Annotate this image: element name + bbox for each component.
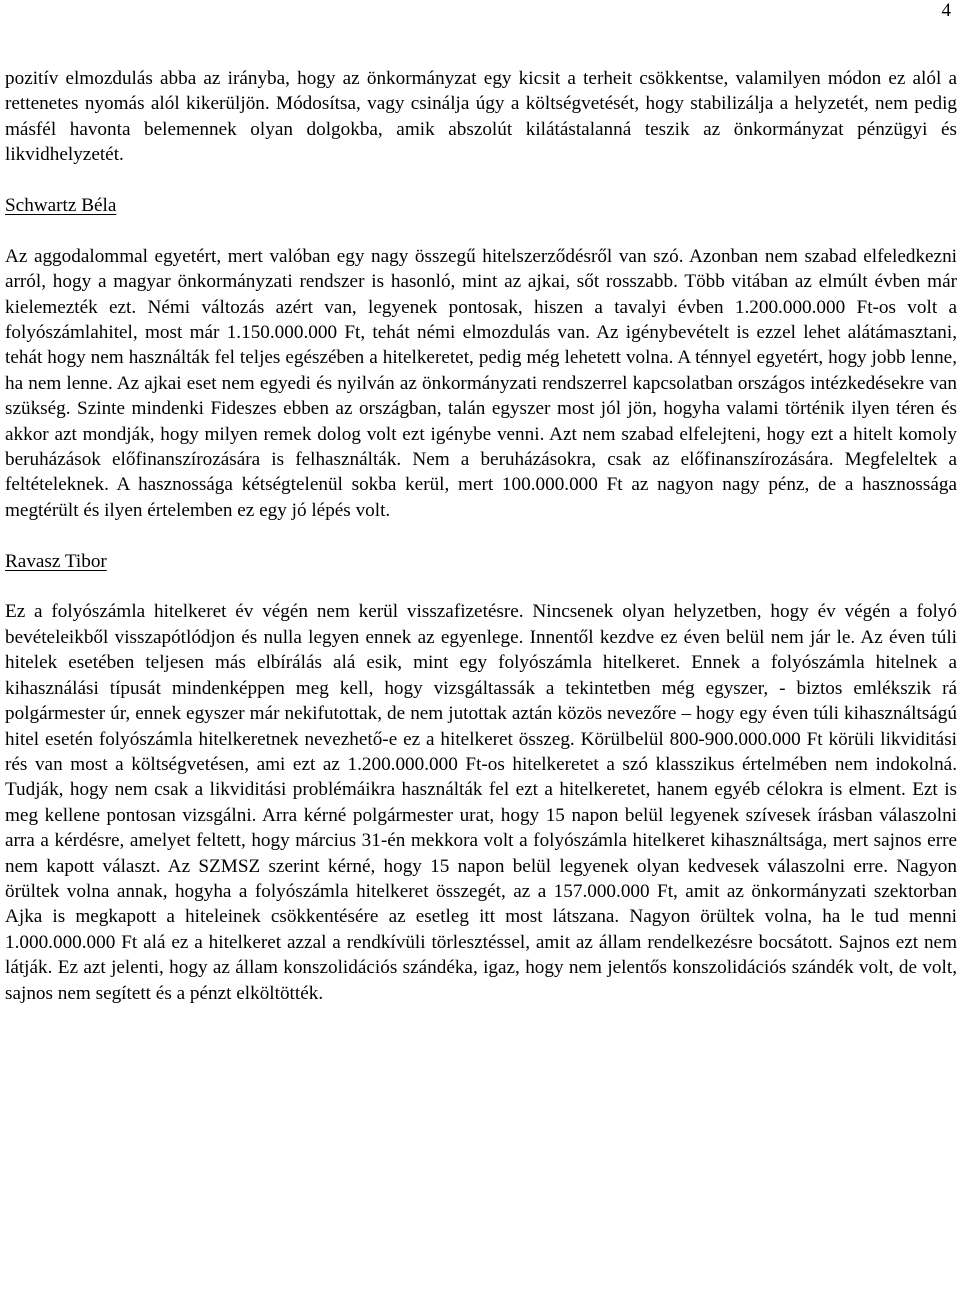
paragraph-intro: pozitív elmozdulás abba az irányba, hogy az önkormányzat egy kicsit a terheit csökkentse, valamilyen módon ez alól a rettenetes nyomás alól kikerüljön. Módosítsa, vagy csinálja úgy a költségvetését, hogy stabilizálja a helyzetét, nem pedig másfél havonta belemennek olyan dolgokba, amik abszolút kilátástalanná teszik az önkormányzat pénzügyi és likvidhelyzetét.	[5, 68, 957, 166]
paragraph-gap	[5, 168, 957, 193]
paragraph-schwartz-speech: Az aggodalommal egyetért, mert valóban egy nagy összegű hitelszerződésről van szó. Azonban nem szabad elfeledkezni arról, hogy a magyar önkormányzati rendszer is hasonló, mint az ajkai, sőt rosszabb. Több vitában az elmúlt évben már kielemezték ezt. Némi változás azért van, legyenek pontosak, hiszen a tavalyi évben 1.200.000.000 Ft-os volt a folyószámlahitel, most már 1.150.000.000 Ft, tehát némi elmozdulás van. Az igénybevételt is ezzel lehet alátámasztani, tehát hogy nem használták fel teljes egészében a hitelkeretet, pedig még lehetett volna. A ténnyel egyetért, hogy jobb lenne, ha nem lenne. Az ajkai eset nem egyedi és nyilván az önkormányzati rendszerrel kapcsolatban országos intézkedésekre van szükség. Szinte mindenki Fideszes ebben az országban, talán egyszer most jól jön, hogyha valami történik ilyen téren és akkor azt mondják, hogy milyen remek dolog volt ezt igénybe venni. Azt nem szabad elfelejteni, hogy ezt a hitelt komoly beruházások előfinanszírozására is felhasználták. Nem a beruházásokra, csak az előfinanszírozására. Megfeleltek a feltételeknek. A hasznossága kétségtelenül sokba kerül, mert 100.000.000 Ft az nagyon nagy pénz, de a hasznossága megtérült és ilyen értelemben ez egy jó lépés volt.	[5, 245, 957, 521]
page-number: 4	[941, 0, 951, 21]
speaker-name-schwartz	[5, 193, 957, 218]
speaker-label: Schwartz Béla	[5, 195, 117, 217]
speaker-name-ravasz	[5, 549, 957, 574]
paragraph-ravasz-speech: Ez a folyószámla hitelkeret év végén nem kerül visszafizetésre. Nincsenek olyan helyzetben, hogy év végén a folyó bevételeikből visszapótlódjon és nulla legyen ennek az egyenlege. Innentől kezdve ez éven belül nem jár le. Az éven túli hitelek esetében teljesen más elbírálás alá esik, mint egy folyószámla hitelkeret. Ennek a folyószámla hitelnek a kihasználási típusát mindenképpen meg kell, hogy vizsgáltassák a tekintetben még egyszer, - biztos emlékszik rá polgármester úr, ennek egyszer már nekifutottak, de nem jutottak aztán közös nevezőre – hogy egy éven túli kihasználtságú hitel esetén folyószámla hitelkeretnek nevezhető-e ez a hitelkeret összeg. Körülbelül 800-900.000.000 Ft körüli likviditási rés van most a költségvetésen, ami ezt az 1.200.000.000 Ft-os hitelkeretet a szó klasszikus értelmében nem indokolná. Tudják, hogy nem csak a likviditási problémáikra használták fel ezt a hitelkeretet, hanem egyéb célokra is elment. Ezt is meg kellene pontosan vizsgálni. Arra kérné polgármester urat, hogy 15 napon belül legyenek szívesek írásban válaszolni arra a kérdésre, amelyet feltett, hogy március 31-én mekkora volt a folyószámla hitelkeret kihasználtsága, mert sajnos erre nem kapott választ. Az SZMSZ szerint kérné, hogy 15 napon belül legyenek olyan kedvesek válaszolni erre. Nagyon örültek volna annak, hogyha a folyószámla hitelkeret összegét, az a 157.000.000 Ft, amit az önkormányzati szektorban Ajka is megkapott a hiteleinek csökkentésére az esetleg itt most látszana. Nagyon örültek volna, ha le tud menni 1.000.000.000 Ft alá ez a hitelkeret azzal a rendkívüli törlesztéssel, amit az állam rendelkezésre bocsátott. Sajnos ezt nem látják. Ez azt jelenti, hogy az állam konszolidációs szándéka, igaz, hogy nem jelentős konszolidációs szándék volt, de volt, sajnos nem segített és a pénzt elköltötték.	[5, 601, 957, 1004]
paragraph-gap	[5, 218, 957, 243]
speaker-label: Ravasz Tibor	[5, 550, 107, 572]
document-body	[5, 66, 957, 1006]
paragraph-gap	[5, 574, 957, 599]
paragraph-gap	[5, 523, 957, 548]
